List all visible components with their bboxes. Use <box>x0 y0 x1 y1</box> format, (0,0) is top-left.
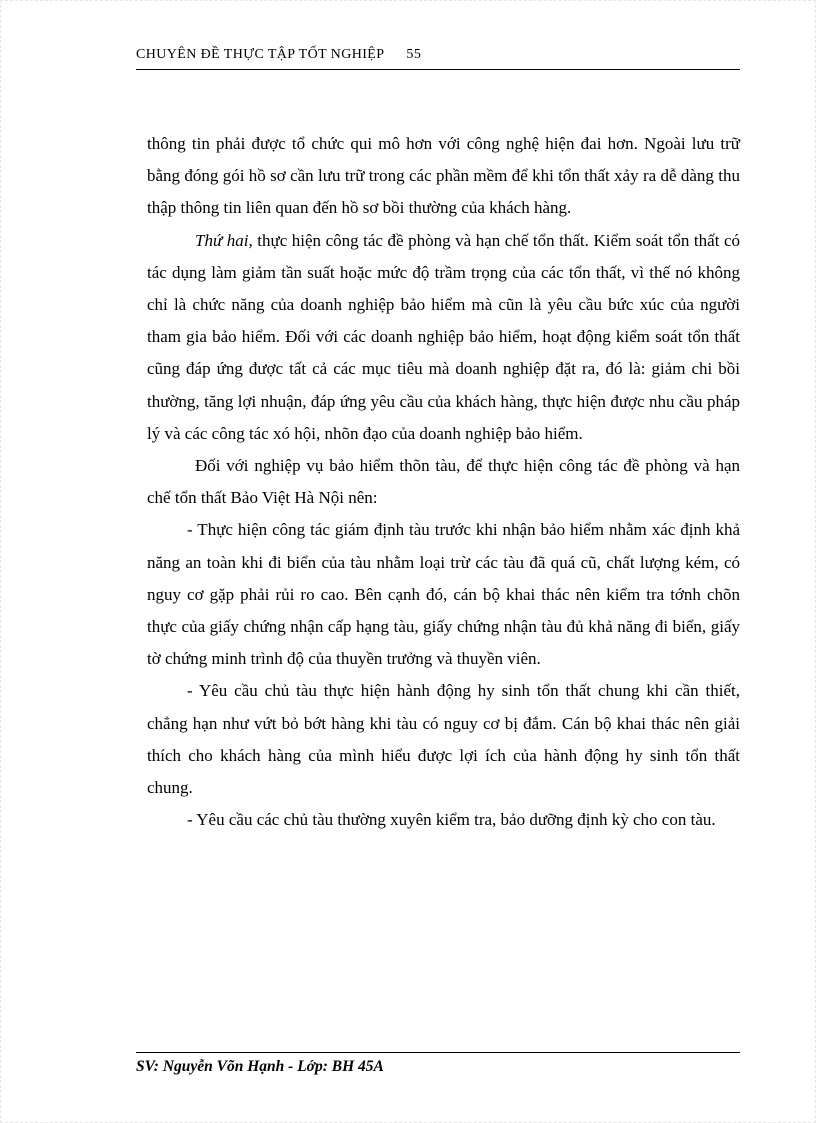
page-footer <box>136 1052 740 1076</box>
page-number: 55 <box>406 47 422 62</box>
paragraph-4: - Thực hiện công tác giám định tàu trước khi nhận bảo hiểm nhằm xác định khả năng an toàn khi đi biển của tàu nhằm loại trừ các tàu đã quá cũ, chất lượng kém, có nguy cơ gặp phải rủi ro cao. Bên cạnh đó, cán bộ khai thác nên kiểm tra tớnh chõn thực của giấy chứng nhận cấp hạng tàu, giấy chứng nhận tàu đủ khả năng đi biển, giấy tờ chứng minh trình độ của thuyền trưởng và thuyền viên. <box>147 520 740 669</box>
paragraph-3: Đối với nghiệp vụ bảo hiểm thõn tàu, để thực hiện công tác đề phòng và hạn chế tổn thất Bảo Việt Hà Nội nên: <box>147 456 740 508</box>
paragraph-1: thông tin phải được tổ chức qui mô hơn với công nghệ hiện đai hơn. Ngoài lưu trữ bằng đóng gói hồ sơ cần lưu trữ trong các phần mềm để khi tổn thất xảy ra dễ dàng thu thập thông tin liên quan đến hồ sơ bồi thường của khách hàng. <box>147 134 740 218</box>
paragraph-5: - Yêu cầu chủ tàu thực hiện hành động hy sinh tổn thất chung khi cần thiết, chẳng hạn như vứt bỏ bớt hàng khi tàu có nguy cơ bị đắm. Cán bộ khai thác nên giải thích cho khách hàng của mình hiểu được lợi ích của hành động hy sinh tổn thất chung. <box>147 681 740 798</box>
header-title: CHUYÊN ĐỀ THỰC TẬP TỐT NGHIỆP <box>136 47 385 62</box>
paragraph-2-text: thực hiện công tác đề phòng và hạn chế tổn thất. Kiểm soát tổn thất có tác dụng làm giảm tần suất hoặc mức độ trầm trọng của các tổn thất, vì thế nó không chỉ là chức năng của doanh nghiệp bảo hiểm mà cũn là yêu cầu bức xúc của người tham gia bảo hiểm. Đối với các doanh nghiệp bảo hiểm, hoạt động kiểm soát tổn thất cũng đáp ứng được tất cả các mục tiêu mà doanh nghiệp đặt ra, đó là: giảm chi bồi thường, tăng lợi nhuận, đáp ứng yêu cầu của khách hàng, thực hiện được nhu cầu pháp lý và các công tác xó hội, nhõn đạo của doanh nghiệp bảo hiểm. <box>147 230 740 443</box>
footer-text: SV: Nguyễn Võn Hạnh - Lớp: BH 45A <box>136 1058 384 1075</box>
paragraph-6: - Yêu cầu các chủ tàu thường xuyên kiểm tra, bảo dưỡng định kỳ cho con tàu. <box>187 810 716 830</box>
paragraph-2 <box>147 225 740 450</box>
paragraph-2-lead: Thứ hai, <box>195 230 253 250</box>
page-header <box>136 47 740 70</box>
document-body <box>147 128 740 836</box>
